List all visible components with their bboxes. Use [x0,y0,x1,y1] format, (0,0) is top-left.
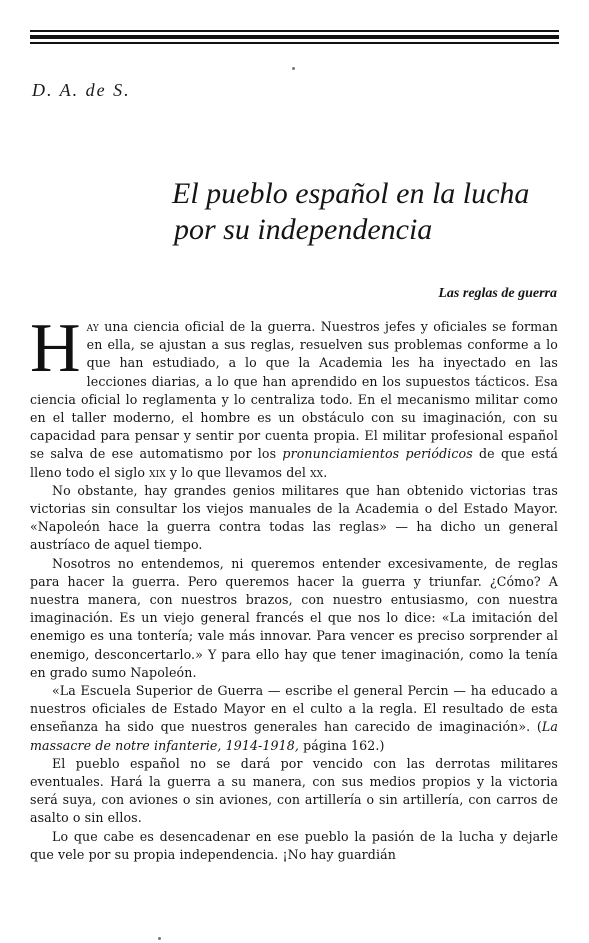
paragraph-2: No obstante, hay grandes genios militares que han obtenido victorias tras victorias sin consultar los viejos manuales de la Academia o del Estado Mayor. «Napoleón hace la guerra contra todas las reglas» — ha dicho un general austríaco de aquel tiempo. [30,482,558,553]
paragraph-5: El pueblo español no se dará por vencido con las derrotas militares eventuales. Hará la guerra a su manera, con sus medios propios y la victoria será suya, con aviones o sin aviones, con artillería o sin artillería, con carros de asalto o sin ellos. [30,755,558,826]
p1-text-b: de que está lleno todo el siglo [30,446,558,480]
print-speck [292,67,295,70]
print-speck [158,937,161,940]
p4-text-b: página 162.) [298,737,385,753]
rule-thin-top [30,30,559,32]
header-rules [30,30,559,47]
paragraph-1 [30,310,558,482]
century-xx: xx [310,464,324,480]
p4-text-a: «La Escuela Superior de Guerra — escribe el general Percin — ha educado a nuestros oficiales de Estado Mayor en el culto a la regla. El resultado de esta enseñanza ha sido que nuestros generales han carecido de imaginación». ( [30,683,558,735]
author-initials: D. A. de S. [32,80,131,100]
title-line-1: El pueblo español en la lucha [172,177,530,210]
small-caps-lead: ay [86,319,99,334]
title-line-2: por su independencia [174,213,433,246]
p1-end: . [323,464,328,480]
p4-citation: La massacre de notre infanterie, 1914-1918, [30,719,558,753]
p1-text-a: una ciencia oficial de la guerra. Nuestros jefes y oficiales se forman en ella, se ajustan a sus reglas, resuelven sus problemas conforme a lo que han estudiado, a lo que la Academia les ha inyectado en las lecciones diarias, a lo que han aprendido en los supuestos tácticos. Esa ciencia oficial lo reglamenta y lo centraliza todo. En el mecanismo militar como en el taller moderno, el hombre es un obstáculo con su imaginación, con su capacidad para pensar y sentir por cuenta propia. El militar profesional español se salva de ese automatismo por los [30,319,558,462]
drop-cap: H [30,310,81,387]
paragraph-3: Nosotros no entendemos, ni queremos entender excesivamente, de reglas para hacer la guerra. Pero queremos hacer la guerra y triunfar. ¿Cómo? A nuestra manera, con nuestros brazos, con nuestro entusiasmo, con nuestra imaginación. Es un viejo general francés el que nos lo dice: «La imitación del enemigo es una tontería; vale más innovar. Para vencer es preciso sorprender al enemigo, desconcertarlo.» Y para ello hay que tener imaginación, como la tenía en grado sumo Napoleón. [30,555,558,680]
century-xix: xix [149,464,166,480]
rule-thick [30,35,559,39]
rule-thin-bottom [30,42,559,44]
article-body [30,310,558,864]
p1-text-c: y lo que llevamos del [165,464,311,480]
p1-italic: pronunciamientos periódicos [282,446,473,462]
paragraph-4 [30,682,558,755]
article-title [172,176,572,248]
section-subtitle: Las reglas de guerra [438,286,557,301]
paragraph-6: Lo que cabe es desencadenar en ese pueblo la pasión de la lucha y dejarle que vele por su propia independencia. ¡No hay guardián [30,828,558,862]
